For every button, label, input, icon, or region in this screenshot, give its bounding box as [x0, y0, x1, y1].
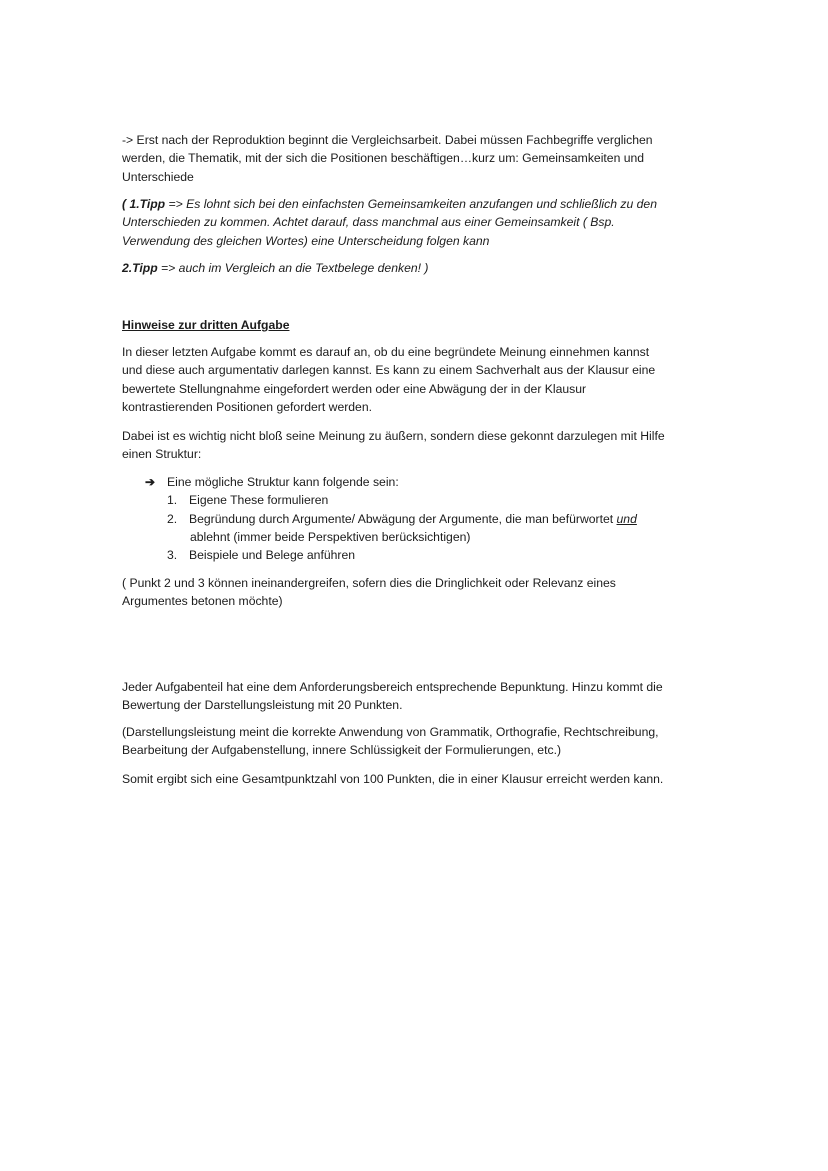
text-line: Jeder Aufgabenteil hat eine dem Anforderungsbereich entsprechende Bepunktung. Hinzu kommt die: [122, 680, 663, 694]
structure-list: [145, 473, 637, 564]
text-line: Bearbeitung der Aufgabenstellung, innere Schlüssigkeit der Formulierungen, etc.): [122, 743, 562, 758]
list-number: 1.: [167, 493, 178, 508]
text-line: Unterschieden zu kommen. Achtet darauf, dass manchmal aus einer Gemeinsamkeit ( Bsp.: [122, 215, 615, 230]
list-intro: [145, 473, 637, 491]
tip-label: 2.Tipp: [122, 261, 158, 275]
scoring-paragraph: [122, 678, 663, 715]
text-line: Bewertung der Darstellungsleistung mit 20 Punkten.: [122, 698, 403, 713]
text-line: (Darstellungsleistung meint die korrekte Anwendung von Grammatik, Orthografie, Rechtschreibung,: [122, 725, 659, 739]
list-text: Eigene These formulieren: [189, 493, 329, 508]
structure-paragraph: [122, 427, 665, 464]
text-line: Unterschiede: [122, 169, 194, 184]
text-line: [122, 195, 657, 213]
text-line: ( Punkt 2 und 3 können ineinandergreifen, sofern dies die Dringlichkeit oder Relevanz eines: [122, 576, 616, 590]
emphasis: und: [616, 511, 637, 526]
list-text: Beispiele und Belege anführen: [189, 548, 356, 563]
section-heading: Hinweise zur dritten Aufgabe: [122, 318, 290, 332]
compare-paragraph: [122, 131, 653, 186]
text-line: In dieser letzten Aufgabe kommt es darauf an, ob du eine begründete Meinung einnehmen kannst: [122, 345, 650, 359]
list-item: [145, 510, 637, 528]
list-text: Begründung durch Argumente/ Abwägung der Argumente, die man befürwortet: [189, 511, 617, 526]
text-line: Dabei ist es wichtig nicht bloß seine Meinung zu äußern, sondern diese gekonnt darzulegen mit Hilfe: [122, 429, 665, 443]
tip-1: [122, 195, 657, 250]
text-line: kontrastierenden Positionen gefordert werden.: [122, 399, 372, 414]
text-line: Somit ergibt sich eine Gesamtpunktzahl von 100 Punkten, die in einer Klausur erreicht werden kann.: [122, 772, 664, 786]
third-task-paragraph: [122, 343, 655, 416]
presentation-note: [122, 723, 659, 760]
list-intro-text: Eine mögliche Struktur kann folgende sein:: [167, 475, 399, 489]
list-item: [145, 491, 637, 509]
text-line: Verwendung des gleichen Wortes) eine Unterscheidung folgen kann: [122, 233, 490, 248]
text-line: bewertete Stellungnahme eingefordert werden oder eine Abwägung der in der Klausur: [122, 381, 587, 396]
text-line: und diese auch argumentativ darlegen kannst. Es kann zu einem Sachverhalt aus der Klausur eine: [122, 363, 656, 378]
text-line: Argumentes betonen möchte): [122, 594, 283, 609]
list-item: [145, 546, 637, 564]
total-points-paragraph: [122, 770, 663, 788]
note-paragraph: [122, 574, 616, 611]
list-number: 2.: [167, 511, 178, 526]
list-text-continued: ablehnt (immer beide Perspektiven berücksichtigen): [190, 529, 471, 544]
tip-text: => Es lohnt sich bei den einfachsten Gemeinsamkeiten anzufangen und schließlich zu den: [165, 197, 657, 211]
text-line: -> Erst nach der Reproduktion beginnt die Vergleichsarbeit. Dabei müssen Fachbegriffe verglichen: [122, 133, 653, 147]
text-line: werden, die Thematik, mit der sich die Positionen beschäftigen…kurz um: Gemeinsamkeiten und: [122, 151, 645, 166]
text-line: einen Struktur:: [122, 447, 202, 462]
tip-label: 1.Tipp: [129, 197, 166, 211]
tip-2: [122, 259, 428, 277]
tip-open: (: [122, 197, 130, 211]
right-arrow-icon: ➔: [145, 475, 156, 489]
tip-text: => auch im Vergleich an die Textbelege denken! ): [157, 261, 429, 275]
list-number: 3.: [167, 548, 178, 563]
